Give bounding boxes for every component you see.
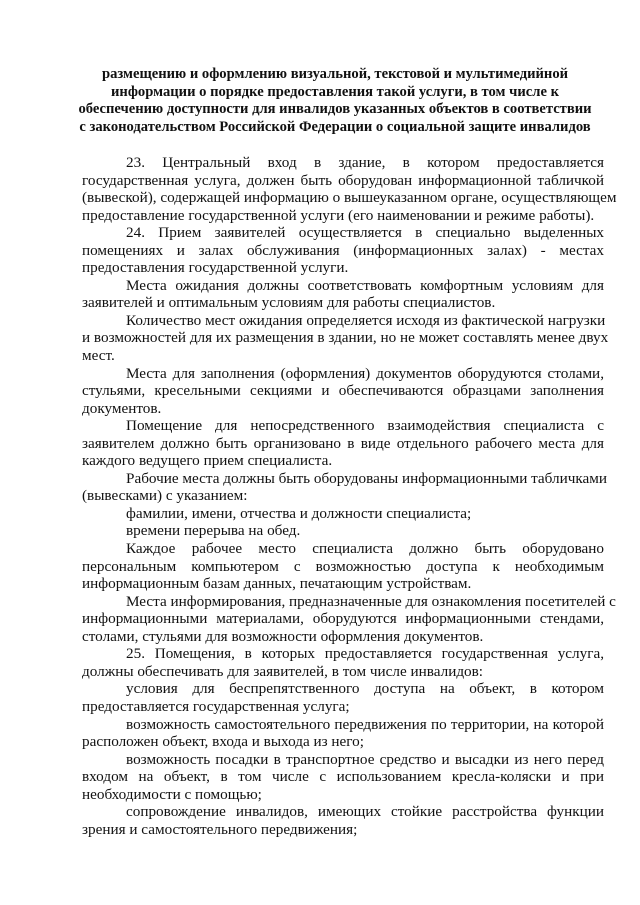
text-line: предоставляется государственная услуга; (82, 697, 350, 715)
paragraph-interaction-room (82, 417, 604, 470)
text-line: Рабочие места должны быть оборудованы информационными табличками (126, 469, 607, 487)
text-line: возможность самостоятельного передвижения по территории, на которой (126, 715, 604, 733)
paragraph-workplace-signs (82, 469, 607, 505)
text-line: заявителей и оптимальным условиям для работы специалистов. (82, 294, 496, 312)
list-item-lunch-break (82, 522, 604, 540)
text-line: помещениях и залах обслуживания (информационных залах) - местах (82, 241, 604, 259)
list-item-specialist-name (82, 505, 604, 523)
heading-line: размещению и оформлению визуальной, текстовой и мультимедийной (101, 66, 569, 82)
text-line: Места информирования, предназначенные для ознакомления посетителей с (126, 592, 616, 610)
text-line: необходимости с помощью; (82, 785, 262, 803)
text-line: возможность посадки в транспортное средство и высадки из него перед (126, 750, 604, 768)
text-line: зрения и самостоятельного передвижения; (82, 820, 358, 838)
text-line: времени перерыва на обед. (126, 522, 301, 540)
text-line: (вывеской), содержащей информацию о вышеуказанном органе, осуществляющем (82, 189, 617, 207)
text-line: Места для заполнения (оформления) документов оборудуются столами, (126, 364, 604, 382)
text-line: должны обеспечивать для заявителей, в том числе инвалидов: (82, 662, 484, 680)
text-line: Количество мест ожидания определяется исходя из фактической нагрузки (126, 311, 606, 329)
text-line: условия для беспрепятственного доступа на объект, в котором (126, 680, 604, 698)
text-line: входом на объект, в том числе с использованием кресла-коляски и при (82, 768, 604, 786)
text-line: 24. Прием заявителей осуществляется в специально выделенных (126, 224, 604, 242)
text-line: предоставления государственной услуги. (82, 259, 349, 277)
text-line: расположен объект, входа и выхода из него; (82, 733, 364, 751)
list-item-free-access (82, 680, 604, 715)
text-line: сопровождение инвалидов, имеющих стойкие расстройства функции (126, 803, 604, 821)
paragraph-24-reception (82, 224, 604, 277)
text-line: информационным базам данных, печатающим устройствам. (82, 575, 472, 593)
paragraph-workplace-equipment (82, 540, 604, 593)
paragraph-23-entrance (82, 154, 617, 224)
paragraph-waiting-places (82, 277, 604, 312)
text-line: Места ожидания должны соответствовать комфортным условиям для (126, 276, 604, 294)
text-line: столами, стульями для возможности оформления документов. (82, 627, 484, 645)
paragraph-25-accessibility (82, 645, 604, 680)
list-item-independent-movement (82, 716, 604, 751)
heading-line: информации о порядке предоставления такой услуги, в том числе к (111, 83, 559, 100)
list-item-vehicle-boarding (82, 751, 604, 804)
text-line: заявителем должно быть организовано в виде отдельного рабочего места для (82, 434, 604, 452)
text-line: каждого ведущего прием специалиста. (82, 452, 333, 470)
heading-line: с законодательством Российской Федерации о социальной защите инвалидов (79, 118, 591, 135)
list-item-escort (82, 803, 604, 838)
text-line: (вывесками) с указанием: (82, 487, 248, 505)
paragraph-information-places (82, 592, 616, 646)
text-line: 23. Центральный вход в здание, в котором предоставляется (126, 154, 604, 171)
text-line: 25. Помещения, в которых предоставляется государственная услуга, (126, 645, 604, 663)
text-line: документов. (82, 399, 162, 417)
text-line: стульями, кресельными секциями и обеспечиваются образцами заполнения (82, 382, 604, 400)
document-body (82, 154, 617, 838)
text-line: персональным компьютером с возможностью доступа к необходимым (82, 557, 604, 575)
text-line: фамилии, имени, отчества и должности специалиста; (126, 504, 472, 522)
paragraph-waiting-count (82, 311, 609, 365)
section-heading (70, 66, 600, 136)
text-line: Помещение для непосредственного взаимодействия специалиста с (126, 417, 604, 435)
heading-line: обеспечению доступности для инвалидов указанных объектов в соответствии (78, 101, 592, 118)
text-line: информационными материалами, оборудуются информационными стендами, (82, 610, 604, 628)
text-line: и возможностей для их размещения в здании, но не может составлять менее двух (82, 329, 609, 347)
text-line: государственная услуга, должен быть оборудован информационной табличкой (82, 171, 604, 189)
text-line: мест. (82, 347, 115, 365)
text-line: Каждое рабочее место специалиста должно быть оборудовано (126, 540, 604, 558)
text-line: предоставление государственной услуги (его наименовании и режиме работы). (82, 206, 595, 224)
paragraph-filling-places (82, 365, 604, 418)
